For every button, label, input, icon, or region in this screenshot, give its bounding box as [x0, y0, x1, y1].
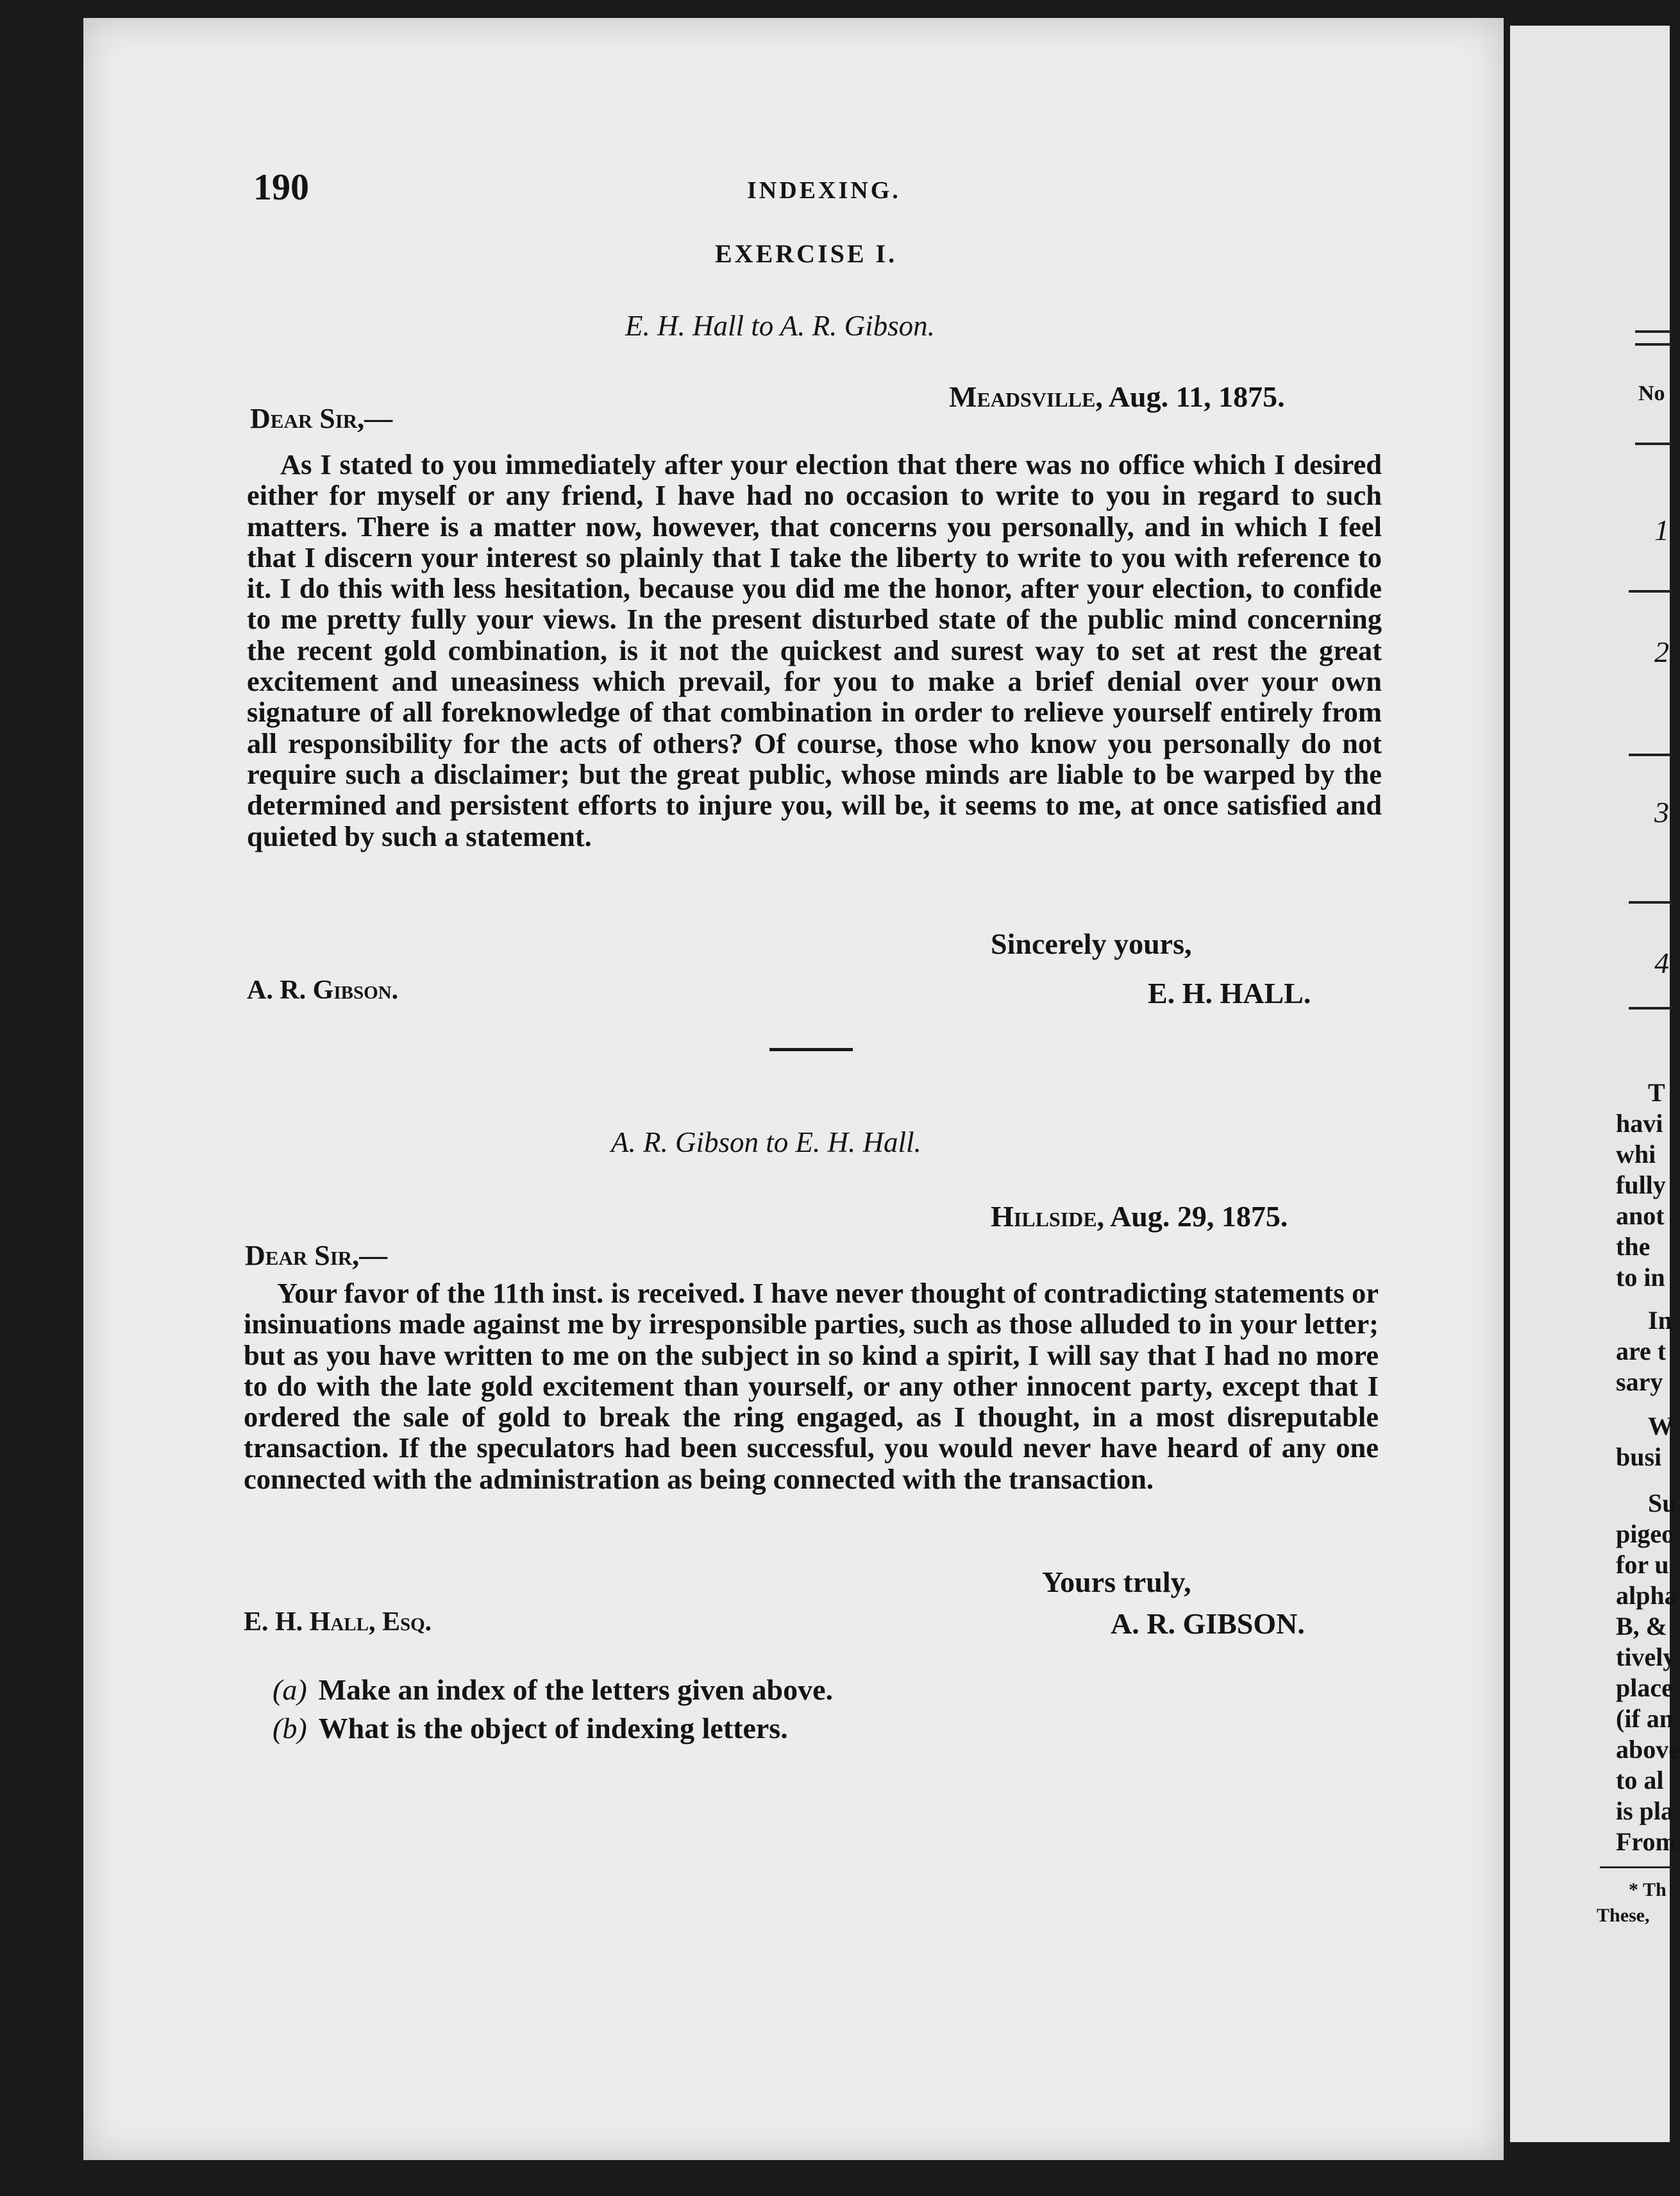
right-page-text-line: for u [1616, 1550, 1669, 1579]
letter-2-recipient: E. H. Hall, Esq. [244, 1607, 432, 1637]
right-page-text-line: to in [1616, 1263, 1665, 1292]
right-page-text-line: B, & [1616, 1612, 1667, 1641]
right-page-text-line: is pla [1616, 1796, 1674, 1825]
question-a-text: Make an index of the letters given above. [318, 1673, 833, 1706]
right-page-text-line: (if an [1616, 1704, 1674, 1733]
exercise-heading: EXERCISE I. [715, 239, 898, 268]
letter-1-signature: E. H. HALL. [1148, 977, 1311, 1009]
right-page-text-line: whi [1616, 1140, 1656, 1169]
right-page-number-2: 2 [1654, 636, 1669, 668]
right-page-text-line: tively [1616, 1643, 1676, 1671]
right-page-text-line: alpha [1616, 1581, 1677, 1610]
letter-1-place: Meadsville [949, 380, 1096, 413]
letter-1-heading: E. H. Hall to A. R. Gibson. [625, 310, 935, 342]
letter-2-dateline [991, 1199, 1288, 1233]
right-page-footnote-line: These, [1597, 1905, 1650, 1926]
question-a-label: (a) [273, 1673, 307, 1706]
right-page-text-line: above [1616, 1735, 1680, 1764]
question-a [273, 1673, 833, 1707]
right-page-text-line: to al [1616, 1766, 1664, 1795]
running-head: INDEXING. [747, 177, 901, 204]
question-b-label: (b) [273, 1712, 307, 1744]
question-b-text: What is the object of indexing letters. [318, 1712, 788, 1744]
right-page-text-line: the [1616, 1232, 1651, 1261]
letter-1-body: As I stated to you immediately after your election that there was no office which I desired either for myself or any friend, I have had no occasion to write to you in regard to such matters. There is a matter now, however, that concerns you personally, and in which I feel that I discern your interest so plainly that I take the liberty to write to you with reference to it. I do this with less hesitation, because you did me the honor, after your election, to confide to me pretty fully your views. In the present disturbed state of the public mind concerning the recent gold combination, is it not the quickest and surest way to set at rest the great excitement and uneasiness which prevail, for you to make a brief denial over your own signature of all foreknowledge of that combination in order to relieve yourself entirely from all responsibility for the acts of others? Of course, those who know you personally do not require such a disclaimer; but the great public, whose minds are liable to be warped by the determined and persistent efforts to injure you, will be, it seems to me, at once satisfied and quieted by such a statement. [247, 448, 1382, 852]
right-page-rule [1629, 590, 1674, 593]
right-page-number-4: 4 [1654, 947, 1669, 979]
right-page-number-3: 3 [1654, 796, 1669, 829]
letter-1-closing: Sincerely yours, [991, 927, 1192, 960]
letter-2-closing: Yours truly, [1042, 1566, 1191, 1598]
right-page-text-line: fully [1616, 1170, 1666, 1199]
footnote-rule [1600, 1866, 1674, 1868]
letter-2-signature: A. R. GIBSON. [1111, 1607, 1305, 1640]
right-page-number-1: 1 [1654, 514, 1669, 546]
right-page-text-line: pigeo [1616, 1519, 1675, 1548]
letter-2-place: Hillside [991, 1200, 1097, 1233]
right-page-rule [1629, 1007, 1674, 1009]
letter-1-date: , Aug. 11, 1875. [1095, 380, 1285, 413]
right-page-header: No [1638, 382, 1665, 405]
right-page-rule [1629, 901, 1674, 904]
right-page-rule [1635, 330, 1674, 333]
right-page-text-line: place [1616, 1673, 1673, 1702]
right-page-text-line: T [1648, 1078, 1665, 1107]
page-number: 190 [253, 166, 309, 208]
right-page-text-line: From [1616, 1827, 1677, 1856]
letter-1-salutation: Dear Sir,— [250, 403, 393, 434]
right-page-rule [1635, 443, 1674, 445]
right-page-text-line: W [1648, 1412, 1674, 1440]
letter-2-salutation: Dear Sir,— [245, 1240, 388, 1271]
right-page-text-line: are t [1616, 1337, 1667, 1365]
letter-2-body: Your favor of the 11th inst. is received. I have never thought of contradicting statements or insinuations made against me by irresponsible parties, such as those alluded to in your letter; but as you have written to me on the subject in so kind a spirit, I will say that I had no more to do with the late gold excitement than yourself, or any other innocent party, except that I ordered the sale of gold to break the ring engaged, as I thought, in a most disreputable transaction. If the speculators had been successful, you would never have heard of any one connected with the administration as being connected with the transaction. [244, 1277, 1379, 1495]
right-page-rule [1635, 343, 1674, 346]
right-page-text-line: busi [1616, 1442, 1662, 1471]
right-page [1510, 26, 1680, 2142]
right-page-text-line: In [1648, 1306, 1672, 1335]
right-page-text-line: anot [1616, 1201, 1665, 1230]
right-page-text-line: sary [1616, 1367, 1663, 1396]
right-page-rule [1629, 754, 1674, 756]
letter-2-date: , Aug. 29, 1875. [1096, 1200, 1288, 1233]
letter-1-recipient: A. R. Gibson. [247, 976, 399, 1005]
section-divider [769, 1048, 853, 1051]
right-page-footnote-line: * Th [1629, 1879, 1667, 1900]
right-page-text-line: havi [1616, 1109, 1663, 1138]
letter-2-heading: A. R. Gibson to E. H. Hall. [611, 1126, 921, 1158]
question-b [273, 1711, 788, 1745]
right-page-text-line: Su [1648, 1489, 1677, 1517]
letter-1-dateline [949, 380, 1285, 414]
